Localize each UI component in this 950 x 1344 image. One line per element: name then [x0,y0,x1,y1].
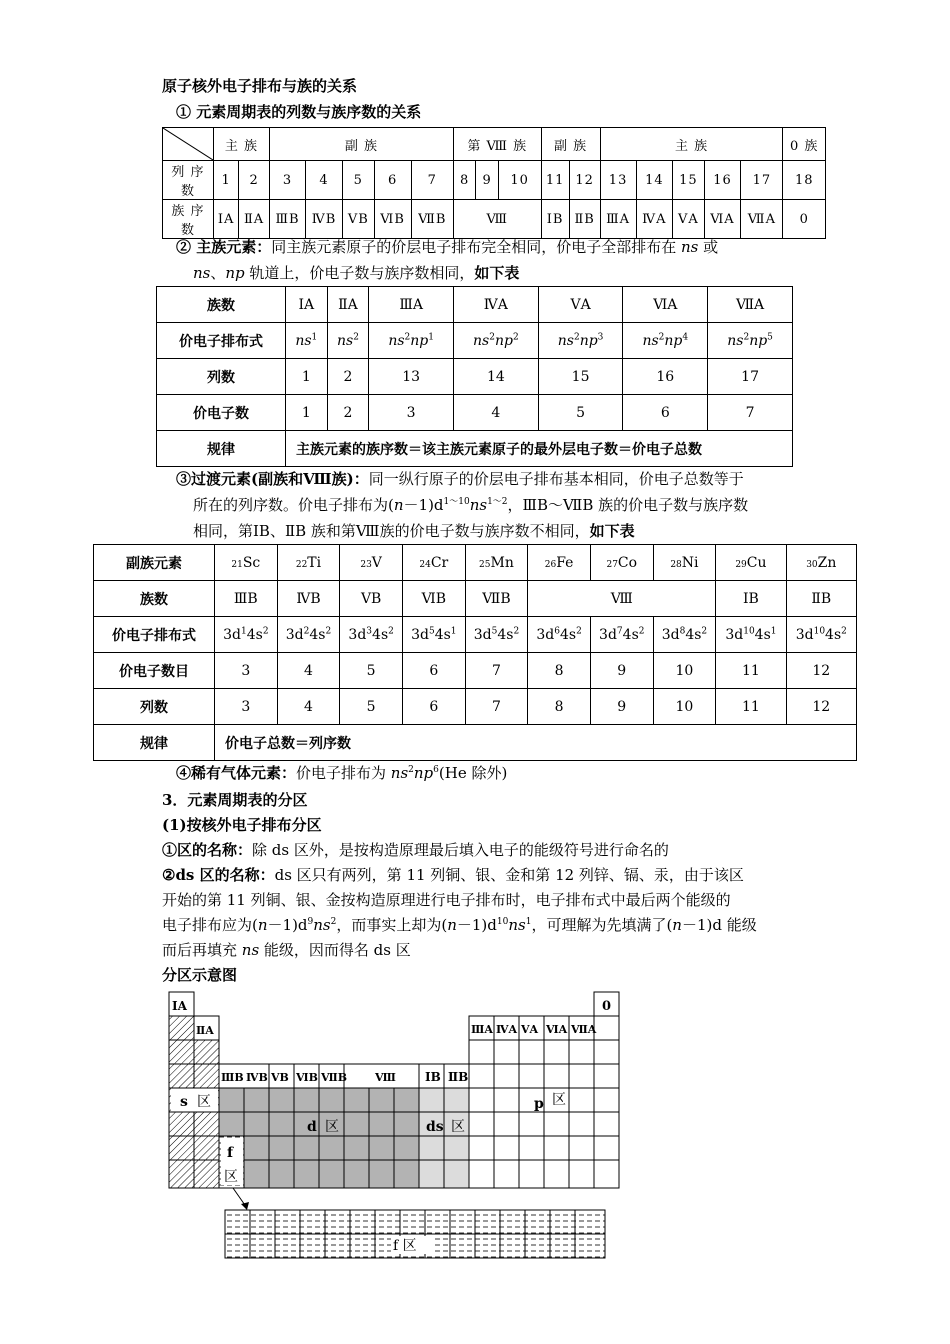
t2-electron: 4 [454,395,539,431]
ds-zone-label: ds [426,1119,444,1135]
label-via: ⅥA [546,1023,568,1036]
t2-col: 17 [708,359,793,395]
label-va: ⅤA [521,1023,539,1036]
t3-element: 23V [340,545,403,581]
t3-electron: 4 [277,653,340,689]
t3-electron: 9 [590,653,653,689]
group-cell: ⅥB [374,200,411,239]
t2-config: $ns^1$ [286,323,328,359]
header-main-group-left: 主 族 [214,128,270,161]
see-table-label: 如下表 [589,522,635,540]
text: 所在的列序数。价电子排布为( [193,496,394,514]
t2-config: $ns^2$ [327,323,369,359]
paragraph-2-line-2: 开始的第 11 列铜、银、金按构造原理进行电子排布时，电子排布式中最后两个能级的 [162,891,731,909]
item-3-text-1: 同一纵行原子的价层电子排布基本相同，价电子总数等于 [368,470,744,488]
t3-rule: 价电子总数＝列序数 [215,725,857,761]
paragraph-1 [162,839,669,861]
group-cell: ⅤA [673,200,704,239]
col-cell: 10 [498,161,541,200]
t2-col: 13 [369,359,454,395]
text: ，ⅢB～ⅦB 族的价电子数与族序数 [507,496,749,514]
t3-element: 24Cr [402,545,465,581]
t3-electron: 11 [716,653,786,689]
paragraph-2-line-4: 而后再填充 ns 能级，因而得名 ds 区 [162,941,411,959]
col-cell: 12 [569,161,600,200]
header-sub-group-right: 副 族 [541,128,600,161]
ds-zone-label-b: 区 [451,1119,465,1135]
col-cell: 1 [214,161,239,200]
t3-element: 21Sc [215,545,278,581]
group-cell: ⅥA [704,200,741,239]
t3-group: ⅢB [215,581,278,617]
t2-col: 1 [286,359,328,395]
item-2-label: ② 主族元素： [176,238,272,256]
col-cell: 16 [704,161,741,200]
transition-element-table [93,544,857,761]
row-label-column-number: 列 序 数 [163,161,214,200]
p2-text-1: ds 区只有两列，第 11 列铜、银、金和第 12 列锌、镉、汞，由于该区 [274,866,744,884]
group-cell: ⅣA [636,200,673,239]
ns-term: ns [469,496,488,514]
f-link-label-b: 区 [224,1169,238,1185]
t3-config: $3d^{10}4s^1$ [716,617,786,653]
item-4-label: ④稀有气体元素： [176,764,297,782]
t3-element: 30Zn [786,545,856,581]
t3-config: $3d^34s^2$ [340,617,403,653]
main-group-table [156,286,793,467]
t2-group: ⅢA [369,287,454,323]
diagonal-header-cell [163,128,214,161]
t3-element: 22Ti [277,545,340,581]
t3-col: 10 [653,689,716,725]
t3-element: 28Ni [653,545,716,581]
diagonal-line [163,128,213,160]
s-zone-label-b: 区 [197,1094,211,1110]
item-4-line [176,762,507,784]
header-group-viii: 第 Ⅷ 族 [453,128,541,161]
t3-group: ⅤB [340,581,403,617]
t2-config: $ns^2np^1$ [369,323,454,359]
label-ib: ⅠB [425,1070,441,1084]
t3-group: ⅦB [465,581,528,617]
t2-config: $ns^2np^5$ [708,323,793,359]
t2-col: 2 [327,359,369,395]
t3-config: $3d^54s^1$ [402,617,465,653]
t2-group: ⅦA [708,287,793,323]
t3-group: ⅠB [716,581,786,617]
t3-config: $3d^24s^2$ [277,617,340,653]
section-3-heading: 3．元素周期表的分区 [162,791,308,809]
label-ia: ⅠA [172,999,187,1013]
item-2-text-2: 轨道上，价电子数与族序数相同， [244,264,475,282]
item-3-line-1 [176,468,744,490]
col-cell: 17 [741,161,783,200]
superscript: 1～2 [487,497,508,507]
t3-col: 5 [340,689,403,725]
paragraph-2-line-3: 电子排布应为$(n-1)d^9ns^2$，而事实上却为$(n-1)d^{10}ns^1$，可理解为先填满了(n－1)d 能级 [162,916,757,934]
t3-group: ⅣB [277,581,340,617]
t2-config: $ns^2np^4$ [623,323,708,359]
label-iiia: ⅢA [471,1023,493,1036]
d-zone-label: d [307,1119,317,1135]
t2-electron: 2 [327,395,369,431]
t3-config: $3d^14s^2$ [215,617,278,653]
t3-group: ⅡB [786,581,856,617]
t3-col: 3 [215,689,278,725]
group-cell: ⅦA [741,200,783,239]
col-cell: 9 [476,161,498,200]
paragraph-2-line-1 [162,864,744,886]
t3-electron: 10 [653,653,716,689]
item-2-line-1 [176,236,718,258]
item-2-text: 同主族元素原子的价层电子排布完全相同，价电子全部排布在 [271,238,682,256]
label-vib: ⅥB [296,1071,318,1084]
d-zone-label-b: 区 [325,1119,339,1135]
t3-label-columns: 列数 [94,689,215,725]
heading-electron-group-relation: 原子核外电子排布与族的关系 [162,77,358,95]
t2-label-rule: 规律 [157,431,286,467]
t3-config: $3d^64s^2$ [528,617,591,653]
t3-label-elements: 副族元素 [94,545,215,581]
label-viia: ⅦA [571,1023,597,1036]
t2-label-columns: 列数 [157,359,286,395]
t3-element: 27Co [590,545,653,581]
np-term: np [225,264,245,282]
t3-config: $3d^{10}4s^2$ [786,617,856,653]
separator: 、 [210,264,226,282]
col-cell: 4 [306,161,343,200]
zero-group-col [594,1016,619,1040]
t3-electron: 12 [786,653,856,689]
item-3-line-3 [193,520,635,542]
t2-group: ⅡA [327,287,369,323]
t3-label-rule: 规律 [94,725,215,761]
see-table-label: 如下表 [474,264,520,282]
ns-term: ns [193,264,211,282]
t3-element: 29Cu [716,545,786,581]
group-cell: ⅦB [411,200,453,239]
group-cell: Ⅷ [453,200,541,239]
label-vb: ⅤB [271,1071,289,1084]
t3-group: Ⅷ [528,581,716,617]
col-cell: 14 [636,161,673,200]
t3-electron: 3 [215,653,278,689]
t3-config: $3d^74s^2$ [590,617,653,653]
t2-rule: 主族元素的族序数＝该主族元素原子的最外层电子数＝价电子总数 [286,431,793,467]
header-zero-group: 0 族 [783,128,826,161]
t3-col: 11 [716,689,786,725]
t2-electron: 5 [538,395,623,431]
t3-col: 9 [590,689,653,725]
diagram-title: 分区示意图 [162,966,238,984]
t3-electron: 8 [528,653,591,689]
group-cell: ⅠA [214,200,239,239]
t3-col: 7 [465,689,528,725]
or-text: 或 [698,238,719,256]
header-main-group-right: 主 族 [600,128,783,161]
p2-label: ②ds 区的名称： [162,866,275,884]
t2-col: 16 [623,359,708,395]
periodic-block-diagram [163,990,633,1265]
col-cell: 15 [673,161,704,200]
item-1-title: ① 元素周期表的列数与族序数的关系 [176,103,422,121]
f-block-arrowhead [241,1202,249,1210]
t2-electron: 7 [708,395,793,431]
t2-config: $ns^2np^3$ [538,323,623,359]
row-label-group-number: 族 序 数 [163,200,214,239]
subsection-1-heading: (1)按核外电子排布分区 [162,816,322,834]
t2-electron: 3 [369,395,454,431]
text: 相同，第ⅠB、ⅡB 族和第Ⅷ族的价电子数与族序数不相同， [193,522,590,540]
t2-group: ⅠA [286,287,328,323]
label-viib: ⅦB [321,1071,348,1084]
col-cell: 5 [342,161,374,200]
group-cell: ⅣB [306,200,343,239]
label-ivb: ⅣB [246,1071,268,1084]
text: －1)d [403,496,444,514]
np-term: np [413,764,434,782]
item-2-line-2 [193,262,519,284]
text: 价电子排布为 [296,764,391,782]
col-cell: 6 [374,161,411,200]
t3-electron: 6 [402,653,465,689]
t3-electron: 7 [465,653,528,689]
f-link-label: f [227,1145,234,1161]
t3-col: 8 [528,689,591,725]
item-3-line-2 [193,494,748,516]
col-cell: 2 [239,161,270,200]
t2-label-group: 族数 [157,287,286,323]
group-cell: ⅢB [269,200,305,239]
p1-text: 除 ds 区外，是按构造原理最后填入电子的能级符号进行命名的 [252,841,669,859]
col-cell: 11 [541,161,569,200]
superscript: 1～10 [443,497,470,507]
t2-label-config: 价电子排布式 [157,323,286,359]
t2-col: 15 [538,359,623,395]
label-viii: Ⅷ [375,1071,396,1084]
p-zone-label: p [534,1096,544,1112]
t2-group: ⅥA [623,287,708,323]
superscript: 2 [408,765,414,775]
t3-config: $3d^54s^2$ [465,617,528,653]
t3-col: 6 [402,689,465,725]
group-cell: ⅤB [342,200,374,239]
t3-element: 25Mn [465,545,528,581]
t3-label-config: 价电子排布式 [94,617,215,653]
t2-electron: 6 [623,395,708,431]
col-cell: 8 [453,161,475,200]
col-cell: 7 [411,161,453,200]
ns-term: ns [681,238,699,256]
n-term: n [393,496,404,514]
group-cell: 0 [783,200,826,239]
label-iib: ⅡB [448,1070,469,1084]
label-iva: ⅣA [496,1023,518,1036]
t3-col: 12 [786,689,856,725]
group-cell: ⅡA [239,200,270,239]
p1-label: ①区的名称： [162,841,253,859]
t2-group: ⅣA [454,287,539,323]
col-cell: 18 [783,161,826,200]
group-cell: ⅡB [569,200,600,239]
group-cell: ⅠB [541,200,569,239]
t2-col: 14 [454,359,539,395]
t3-col: 4 [277,689,340,725]
label-iiib: ⅢB [221,1071,244,1084]
t3-label-group: 族数 [94,581,215,617]
t3-label-electrons: 价电子数目 [94,653,215,689]
group-cell: ⅢA [600,200,636,239]
label-iia: ⅡA [196,1024,214,1037]
f-block-label: f 区 [393,1238,417,1254]
t2-group: ⅤA [538,287,623,323]
t3-electron: 5 [340,653,403,689]
t3-element: 26Fe [528,545,591,581]
p-zone-label-b: 区 [552,1092,566,1108]
label-zero: 0 [602,999,612,1014]
column-group-table [162,127,826,239]
t2-electron: 1 [286,395,328,431]
t2-config: $ns^2np^2$ [454,323,539,359]
col-cell: 13 [600,161,636,200]
t3-config: $3d^84s^2$ [653,617,716,653]
ns-term: ns [390,764,409,782]
text: (He 除外) [438,764,508,782]
t2-label-electrons: 价电子数 [157,395,286,431]
col-cell: 3 [269,161,305,200]
d-block-lower [244,1136,419,1188]
s-zone-label: s [180,1094,188,1110]
t3-group: ⅥB [402,581,465,617]
superscript: 6 [433,765,439,775]
header-sub-group-left: 副 族 [269,128,453,161]
item-3-label: ③过渡元素(副族和Ⅷ族)： [176,470,369,488]
